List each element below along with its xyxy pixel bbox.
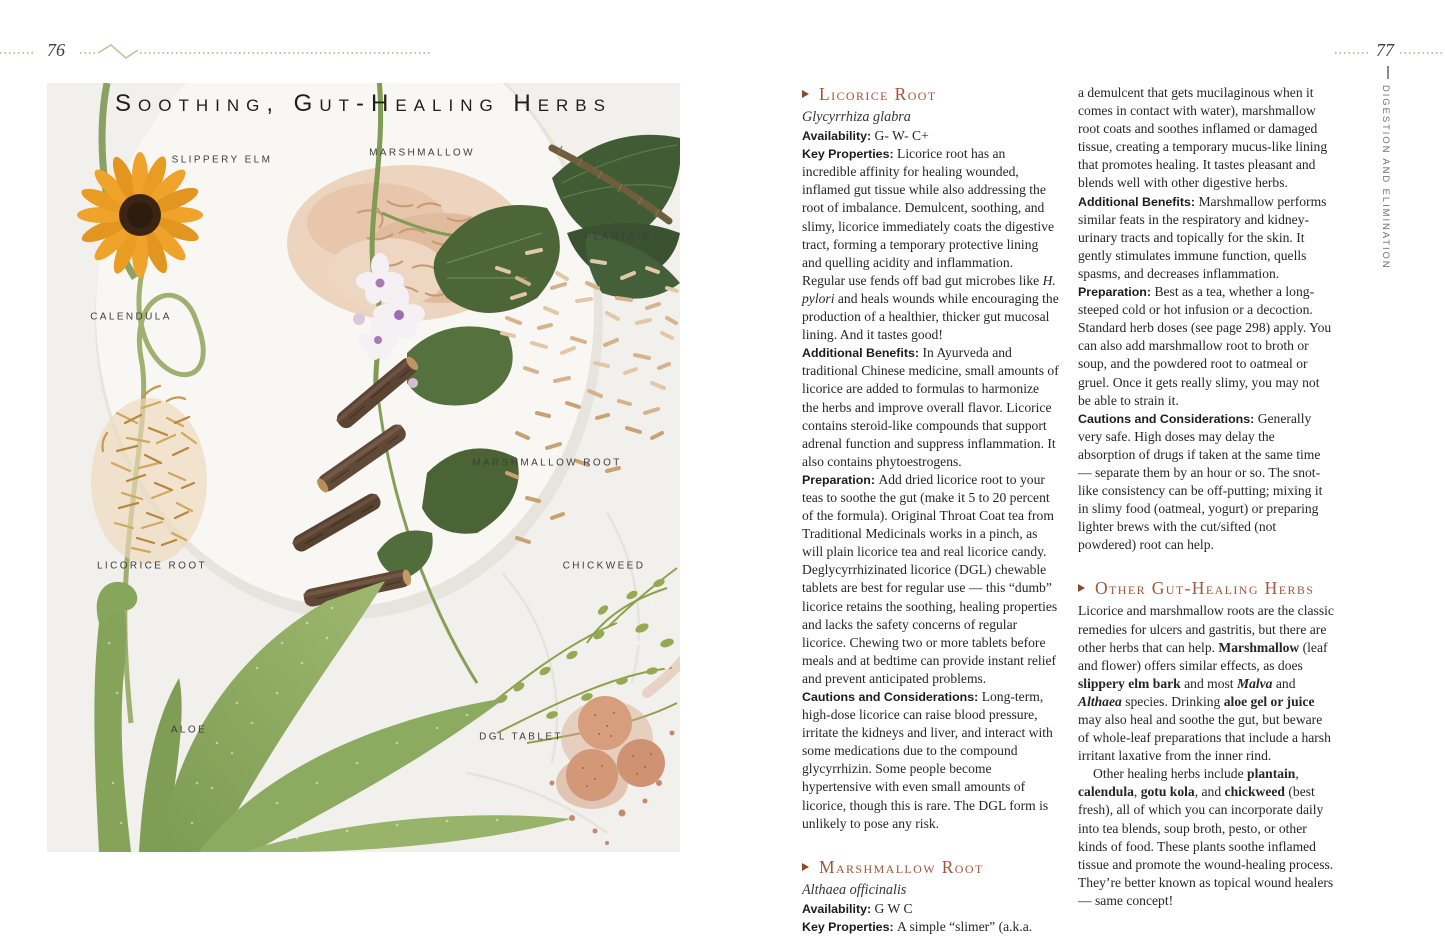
- spine-chapter-label: DIGESTION AND ELIMINATION: [1380, 85, 1391, 270]
- paragraph: Additional Benefits: Marshmallow performs similar feats in the respiratory and kidney-urinary tracts and topically for the skin. It gently stimulates immune function, quells spasms, and decreases inflammation.: [1078, 193, 1327, 281]
- photo-title: Soothing, Gut-Healing Herbs: [115, 90, 612, 117]
- arrow-bullet-icon: [802, 90, 809, 98]
- page-number-right: 77: [1376, 40, 1394, 60]
- paragraph: Key Properties: A simple “slimer” (a.k.a.: [802, 918, 1033, 934]
- paragraph: Preparation: Add dried licorice root to your teas to soothe the gut (make it 5 to 20 percent of the formula). Original Throat Coat tea from Traditional Medicinals works in a pinch, as will plain licorice tea and real licorice candy. Deglycyrrhizinated licorice (DGL) chewable tablets are best for regular use — this “dumb” licorice retains the soothing, healing properties and lacks the safety concerns of regular licorice. Chewing two or more tablets before meals and at bedtime can provide instant relief and prevent anticipated problems.: [802, 471, 1058, 686]
- paragraph: Additional Benefits: In Ayurveda and traditional Chinese medicine, small amounts of licorice are added to formulas to harmonize the herbs and improve overall flavor. Licorice contains steroid-like compounds that support adrenal function and suppress inflammation. It also contains phytoestrogens.: [802, 345, 1059, 469]
- photo-label: DGL TABLET: [479, 731, 563, 743]
- header-rule: [1335, 52, 1368, 54]
- photo-label: CHICKWEED: [562, 560, 646, 572]
- paragraph: Availability: G W C: [802, 900, 913, 916]
- text-column-2: [1078, 84, 1335, 910]
- page-number-left: 76: [47, 40, 65, 60]
- photo-label: SLIPPERY ELM: [171, 154, 273, 166]
- section-heading-text: Marshmallow Root: [819, 856, 984, 877]
- paragraph: Other healing herbs include plantain, calendula, gotu kola, and chickweed (best fresh), all of which you can incorporate daily into tea blends, soup broth, pesto, or other kinds of food. These plants soothe inflamed tissue and promote the wound-healing process. They’re better known as topical wound healers — same concept!: [1078, 766, 1334, 908]
- arrow-bullet-icon: [1078, 584, 1085, 592]
- photo-label: MARSHMALLOW ROOT: [472, 457, 622, 469]
- header-rule: [140, 52, 432, 54]
- paragraph: Key Properties: Licorice root has an incredible affinity for healing wounded, inflamed gut tissue while also addressing the root of imbalance. Demulcent, soothing, and slimy, licorice immediately coats the digestive tract, forming a temporary protective lining and quelling acidity and inflammation. Regular use fends off bad gut microbes like H. pylori and heals wounds while encouraging the production of a healthier, thicker gut mucosal lining. And it tastes good!: [802, 146, 1059, 343]
- section-heading: [1078, 578, 1335, 598]
- paragraph: Cautions and Considerations: Generally very safe. High doses may delay the absorption of drugs if taken at the same time — separate them by an hour or so. The snot-like consistency can be off-putting; mixing it in slimy food (oatmeal, yogurt) or preparing lighter brews with the cut/sifted (not powdered) root can help.: [1078, 410, 1323, 553]
- latin-name: Althaea officinalis: [802, 881, 907, 898]
- section-heading-text: Other Gut-Healing Herbs: [1095, 578, 1315, 599]
- photo-label: PLANTAIN: [584, 231, 652, 243]
- section-heading: [802, 84, 1059, 104]
- arrow-bullet-icon: [802, 863, 809, 871]
- photo-label: MARSHMALLOW: [369, 147, 475, 159]
- section-heading: [802, 857, 1059, 877]
- paragraph: Preparation: Best as a tea, whether a long-steeped cold or hot infusion or a decoction. Standard herb doses (see page 298) apply. You can also add marshmallow root to broth or soup, and the powdered root to oatmeal or gruel. Once it gets really slimy, you may not be able to strain it.: [1078, 284, 1332, 408]
- photo-label: ALOE: [170, 724, 208, 736]
- header-rule: [1400, 52, 1445, 54]
- photo-label: LICORICE ROOT: [96, 560, 208, 572]
- herb-photo: [47, 83, 680, 852]
- zigzag-ornament: [98, 44, 140, 62]
- paragraph: a demulcent that gets mucilaginous when it comes in contact with water), marshmallow root coats and soothes inflamed or damaged tissue, creating a temporary mucus-like lining that promotes healing. It tastes pleasant and blends well with other digestive herbs.: [1078, 85, 1328, 191]
- paragraph: Availability: G- W- C+: [802, 128, 929, 144]
- spine-divider: [1387, 66, 1389, 79]
- header-rule: [80, 52, 98, 54]
- section-heading-text: Licorice Root: [819, 84, 937, 104]
- header-rule: [0, 52, 36, 54]
- paragraph: Cautions and Considerations: Long-term, high-dose licorice can raise blood pressure, irritate the kidneys and liver, and interact with some medications due to the compound glycyrrhizin. Some people become hypertensive with even small amounts of licorice, though this is rare. The DGL form is unlikely to pose any risk.: [802, 689, 1053, 831]
- text-column-1: [802, 84, 1059, 936]
- photo-label: CALENDULA: [90, 311, 172, 323]
- paragraph: Licorice and marshmallow roots are the classic remedies for ulcers and gastritis, but there are other herbs that can help. Marshmallow (leaf and flower) offers similar effects, as does slippery elm bark and most Malva and Althaea species. Drinking aloe gel or juice may also heal and soothe the gut, but beware of whole-leaf preparations that include a harsh irritant laxative from the inner rind.: [1078, 603, 1334, 764]
- latin-name: Glycyrrhiza glabra: [802, 109, 911, 125]
